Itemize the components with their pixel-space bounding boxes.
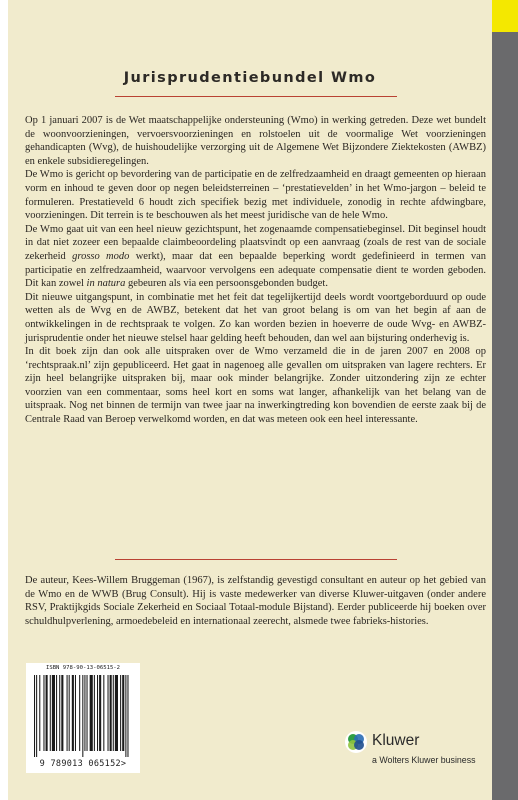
barcode-bar <box>97 675 98 751</box>
barcode-bar <box>84 675 85 751</box>
author-prefix: De auteur, <box>25 575 73 586</box>
barcode-bar <box>127 675 128 757</box>
book-title: Jurisprudentiebundel Wmo <box>123 70 377 86</box>
blurb-body <box>25 114 486 427</box>
barcode-bar <box>99 675 101 751</box>
author-paragraph <box>25 574 486 628</box>
barcode-bar <box>90 675 93 751</box>
book-spine-yellow-band <box>492 0 518 32</box>
title-rule <box>115 96 397 97</box>
barcode-bar <box>125 675 126 757</box>
barcode-number: 9 789013 065152 <box>39 759 121 769</box>
barcode-bar <box>122 675 124 751</box>
barcode-bar <box>56 675 57 751</box>
barcode-bar <box>36 675 37 757</box>
barcode-bar <box>46 675 48 751</box>
kluwer-logo-icon <box>344 730 368 754</box>
italic-phrase-in-natura: in natura <box>86 278 126 290</box>
publisher-logo <box>344 730 484 776</box>
barcode-bar <box>110 675 112 751</box>
barcode-bar <box>75 675 76 751</box>
barcode-bar <box>94 675 95 751</box>
blurb-paragraph-3-part-3: gebeuren als via een persoonsgebonden budget. <box>125 278 328 290</box>
publisher-name: Kluwer <box>372 732 420 749</box>
barcode-bar <box>120 675 121 751</box>
isbn-number: ISBN 978-90-13-06515-2 <box>45 665 121 671</box>
blurb-paragraph-5: In dit boek zijn dan ook alle uitspraken over de Wmo verzameld die in de jaren 2007 en 2008 op ‘rechtspraak.nl’ zijn gepubliceerd. Het gaat in nagenoeg alle gevallen om uitspraken van lagere rechters. Er zijn heel belangrijke uitspraken bij, maar ook minder belangrijke. Zonder uitzondering zijn ze echter voorzien van een commentaar, soms heel kort en soms wat langer, afhankelijk van het belang van de uitspraak. Nog net binnen de termijn van twee jaar na inwerkingtreding kon bovendien de eerste zaak bij de Centrale Raad van Beroep verwelkomd worden, en dat was meteen ook een heel interessante. <box>25 346 486 426</box>
barcode-bar <box>87 675 88 751</box>
barcode-bar <box>103 675 104 751</box>
barcode-bar <box>52 675 55 751</box>
author-rule <box>115 559 397 560</box>
blurb-paragraph-3 <box>25 223 486 291</box>
author-bio <box>25 574 486 628</box>
back-cover <box>8 0 492 800</box>
blurb-paragraph-4: Dit nieuwe uitgangspunt, in combinatie met het feit dat tegelijkertijd deels wordt voortgeborduurd op oude wetten als de Wvg en de AWBZ, betekent dat het van groot belang is om van het begin af aan de ontwikkelingen in de rechtspraak te volgen. Zo kan worden bezien in hoeverre de oude Wvg- en AWBZ-jurisprudentie onder het nieuwe stelsel haar gelding heeft behouden, dan wel aan bijsturing onderhevig is. <box>25 291 486 344</box>
barcode-bar <box>82 675 83 757</box>
barcode-bar <box>79 675 80 751</box>
book-spine-grey <box>492 0 518 800</box>
barcode-bar <box>59 675 60 751</box>
barcode-bar <box>50 675 51 751</box>
barcode-bar <box>61 675 63 751</box>
blurb-paragraph-1: Op 1 januari 2007 is de Wet maatschappelijke ondersteuning (Wmo) in werking getreden. Deze wet bundelt de woonvoorzieningen, vervoersvoorzieningen en rolstoelen uit de voormalige Wet voorzieningen gehandicapten (Wvg), de huishoudelijke verzorging uit de Algemene Wet Bijzondere Ziektekosten (AWBZ) en enkele subsidieregelingen. <box>25 115 486 167</box>
author-name: Kees-Willem Bruggeman <box>72 575 181 586</box>
italic-phrase-grosso-modo: grosso modo <box>72 250 130 262</box>
barcode-bar <box>72 675 74 751</box>
blurb-paragraph-3-part-1: De Wmo gaat uit van een heel nieuw gezichtspunt, het zogenaamde compensatiebeginsel. Dit beginsel houdt in dat niet zozeer een bepaalde claimbeoordeling plaatsvindt op een aanvraag (zoals de rest van de sociale zekerheid <box>25 223 486 262</box>
barcode-icon <box>32 675 132 757</box>
author-bio-text: (1967), is zelfstandig gevestigd consultant en auteur op het gebied van de Wmo en de WWB (Brug Consult). Hij is vaste medewerker van diverse Kluwer-uitgaven (onder andere RSV, Praktijkgids Sociale Zekerheid en Sociaal Totaal-module Bijstand). Eerder publiceerde hij boeken over schuldhulpverlening, armoedebeleid en internationaal zeerecht, alsmede twee fabrieks-histories. <box>25 575 486 627</box>
isbn-barcode <box>26 663 140 773</box>
barcode-bar <box>67 675 68 751</box>
left-page-edge <box>0 0 8 800</box>
barcode-bar <box>39 675 40 751</box>
barcode-bar <box>108 675 109 751</box>
barcode-bar <box>34 675 35 757</box>
publisher-tagline: a Wolters Kluwer business <box>372 755 476 765</box>
barcode-bar <box>69 675 70 751</box>
blurb-paragraph-2: De Wmo is gericht op bevordering van de participatie en de zelfredzaamheid en draagt gemeenten op hieraan vorm en inhoud te geven door op negen beleidsterreinen – ‘prestatievelden’ in het Wmo-jargon – beleid te formuleren. Prestatieveld 6 houdt zich specifiek bezig met individuele, zonodig in rechte afdwingbare, voorzieningen. Dit terrein is te beschouwen als het meest juridische van de hele Wmo. <box>25 169 486 222</box>
barcode-bar <box>43 675 44 751</box>
barcode-bar <box>115 675 118 751</box>
blurb-paragraph-3-part-2: werkt), maar dat een bepaalde beperking wordt gedefinieerd in termen van participatie en zelfredzaamheid, waarvoor vervolgens een adequate compensatie dient te worden geboden. Dit kan zowel <box>25 250 486 290</box>
barcode-end-mark: > <box>120 759 127 769</box>
barcode-digits <box>26 759 140 769</box>
barcode-bar <box>113 675 114 751</box>
